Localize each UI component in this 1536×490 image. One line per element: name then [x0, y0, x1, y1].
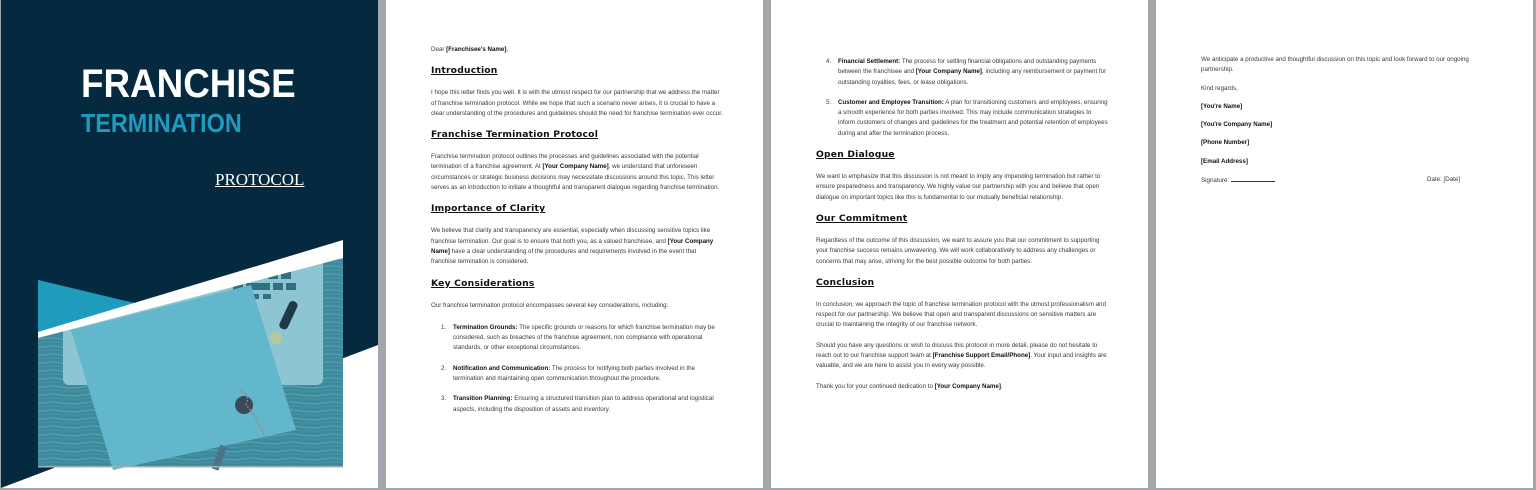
list-item: 1. Termination Grounds: The specific grounds or reasons for which franchise termination may be considered, such as breaches of the franchise agreement, non compliance with operational standards, or other exceptional circumstances.: [441, 323, 715, 352]
protocol-paragraph: Franchise termination protocol outlines the processes and guidelines associated with the potential termination of a franchise agreement. At [Your Company Name], we understand that unforeseen circumstances or strategic business decisions may necessitate discussions around this topic. This letter serves as an introduction to initiate a thoughtful and transparent dialogue regarding franchise termination.: [431, 153, 720, 192]
cover-subtitle: TERMINATION: [81, 108, 242, 138]
signature-row: [1201, 175, 1493, 186]
letter-page-4: [1156, 0, 1533, 488]
letter-body: [431, 45, 723, 415]
heading-franchise-termination-protocol: Franchise Termination Protocol: [431, 129, 599, 141]
letter-body: [816, 57, 1108, 392]
support-contact-placeholder: [Franchise Support Email/Phone]: [932, 352, 1031, 360]
franchisee-name-placeholder: [Franchisee's Name]: [446, 46, 507, 53]
date-field: Date: [Date]: [1427, 176, 1461, 184]
list-item: 4. Financial Settlement: The process for settling financial obligations and outstanding payments between the franchisee and [Your Company Name], including any reimbursement or payment for outstanding royalties, fees, or lease obligations.: [826, 58, 1107, 86]
heading-conclusion: Conclusion: [816, 276, 875, 288]
signature-label: Signature:: [1201, 177, 1231, 185]
conclusion-paragraph: In conclusion, we approach the topic of franchise termination protocol with the utmost professionalism and respect for our partnership. We believe that open and transparent discussions on sensitive matters are crucial to maintaining the integrity of our franchise network.: [816, 300, 1106, 329]
heading-key-considerations: Key Considerations: [431, 277, 535, 289]
commitment-paragraph: Regardless of the outcome of this discussion, we want to assure you that our commitment to supporting your franchise success remains unwavering. We will work collaboratively to address any challenges or concerns that may arise, striving for the best possible outcome for both parties.: [816, 236, 1100, 265]
kind-regards: Kind regards,: [1201, 84, 1238, 92]
letter-closing: [1201, 55, 1493, 186]
contact-paragraph: Should you have any questions or wish to discuss this protocol in more detail, please do not hesitate to reach out to our franchise support team at [Franchise Support Email/Phone]. Your input and insights are valuable, and we are here to assist you in every way possible.: [816, 341, 1107, 370]
heading-introduction: Introduction: [431, 65, 498, 77]
sender-phone: [Phone Number]: [1201, 139, 1250, 147]
heading-importance-of-clarity: Importance of Clarity: [431, 203, 546, 215]
closing-paragraph: We anticipate a productive and thoughtful discussion on this topic and look forward to our ongoing partnership.: [1201, 56, 1469, 74]
salutation: Dear [Franchisee's Name],: [431, 46, 509, 53]
list-item: 5. Customer and Employee Transition: A plan for transitioning customers and employees, ensuring a smooth experience for both parties involved. This may include communication strategies to inform customers of changes and guidelines for the treatment and potential retention of employees during and after the termination process.: [826, 98, 1108, 137]
thanks-paragraph: Thank you for your continued dedication to [Your Company Name].: [816, 382, 1003, 390]
dialogue-paragraph: We want to emphasize that this discussion is not meant to imply any impending termination but rather to ensure preparedness and transparency. We highly value our partnership with you and believe that open dialogue on important topics like this is fundamental to our mutually beneficial relationship.: [816, 173, 1101, 201]
heading-our-commitment: Our Commitment: [816, 212, 908, 224]
letter-page-3: [771, 0, 1148, 488]
letter-page-2: [386, 0, 763, 488]
cover-page: [1, 0, 378, 488]
list-item: 3. Transition Planning: Ensuring a structured transition plan to address operational and logistical aspects, including the disposition of assets and inventory.: [441, 395, 714, 413]
key-considerations-intro: Our franchise termination protocol encompasses several key considerations, including:: [431, 301, 669, 309]
cover-title: FRANCHISE: [81, 62, 296, 106]
sender-company: [You're Company Name]: [1201, 121, 1273, 129]
cover-tagline: PROTOCOL: [215, 170, 305, 189]
list-item: 2. Notification and Communication: The process for notifying both parties involved in the termination and maintaining open communication throughout the procedure.: [441, 364, 695, 383]
sender-email: [Email Address]: [1201, 157, 1248, 165]
clarity-paragraph: We believe that clarity and transparency are essential, especially when discussing sensitive topics like franchise termination. Our goal is to ensure that both you, as a valued franchisee, and [Your Company Name] have a clear understanding of the procedures and requirements involved in the event that franchise termination is considered.: [431, 227, 714, 266]
heading-open-dialogue: Open Dialogue: [816, 149, 895, 161]
introduction-paragraph: I hope this letter finds you well. It is with the utmost respect for our partnership that we address the matter of franchise termination protocol. While we hope that such a scenario never arises, it is crucial to have a clear understanding of the procedures and guidelines should the need for franchise termination ever occur.: [431, 89, 723, 117]
sender-name: [You're Name]: [1201, 102, 1243, 110]
signature-line[interactable]: [1231, 175, 1275, 182]
